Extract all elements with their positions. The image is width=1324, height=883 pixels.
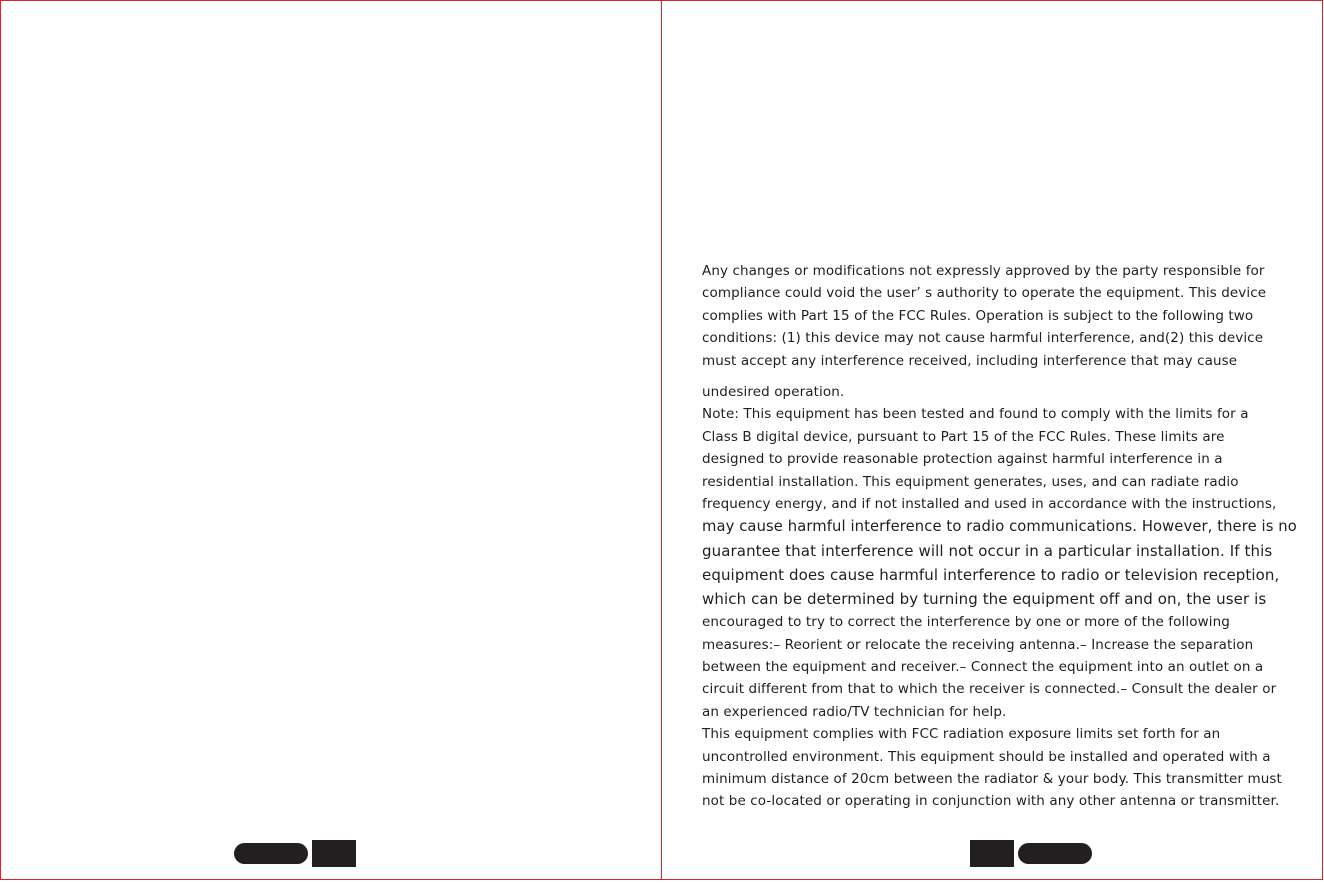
right-page (661, 0, 1323, 880)
fcc-line: may cause harmful interference to radio communications. However, there is no (702, 518, 1297, 536)
fcc-line: an experienced radio/TV technician for help. (702, 703, 1007, 720)
fcc-line: encouraged to try to correct the interference by one or more of the following (702, 614, 1230, 631)
fcc-line: conditions: (1) this device may not cause harmful interference, and(2) this device (702, 330, 1264, 347)
fcc-line: Class B digital device, pursuant to Part 15 of the FCC Rules. These limits are (702, 428, 1225, 445)
fcc-line: which can be determined by turning the equipment off and on, the user is (702, 590, 1267, 609)
right-page-number-tab (970, 840, 1014, 867)
fcc-statement (702, 260, 1302, 813)
right-footer-pill (1018, 843, 1092, 864)
fcc-line: complies with Part 15 of the FCC Rules. Operation is subject to the following two (702, 307, 1254, 324)
fcc-line: between the equipment and receiver.– Connect the equipment into an outlet on a (702, 659, 1264, 676)
fcc-line: measures:– Reorient or relocate the receiving antenna.– Increase the separation (702, 636, 1254, 653)
fcc-line: guarantee that interference will not occur in a particular installation. If this (702, 542, 1273, 561)
fcc-line: This equipment complies with FCC radiation exposure limits set forth for an (702, 726, 1221, 743)
fcc-line: Any changes or modifications not expressly approved by the party responsible for (702, 263, 1265, 279)
fcc-line: must accept any interference received, including interference that may cause (702, 352, 1238, 369)
left-footer-pill (234, 843, 308, 864)
fcc-line: equipment does cause harmful interference to radio or television reception, (702, 566, 1280, 585)
fcc-line: undesired operation. (702, 383, 845, 400)
fcc-line: minimum distance of 20cm between the radiator & your body. This transmitter must (702, 771, 1282, 788)
fcc-line: frequency energy, and if not installed and used in accordance with the instructions, (702, 495, 1277, 512)
fcc-line: circuit different from that to which the receiver is connected.– Consult the dealer or (702, 681, 1277, 698)
fcc-line: Note: This equipment has been tested and found to comply with the limits for a (702, 406, 1249, 423)
fcc-line: not be co-located or operating in conjunction with any other antenna or transmitter. (702, 793, 1280, 810)
fcc-line: designed to provide reasonable protection against harmful interference in a (702, 451, 1223, 468)
fcc-line: uncontrolled environment. This equipment should be installed and operated with a (702, 748, 1271, 765)
fcc-line: compliance could void the user’ s authority to operate the equipment. This device (702, 285, 1267, 302)
left-page-number-tab (312, 840, 356, 867)
fcc-line: residential installation. This equipment generates, uses, and can radiate radio (702, 473, 1239, 490)
left-page (0, 0, 662, 880)
